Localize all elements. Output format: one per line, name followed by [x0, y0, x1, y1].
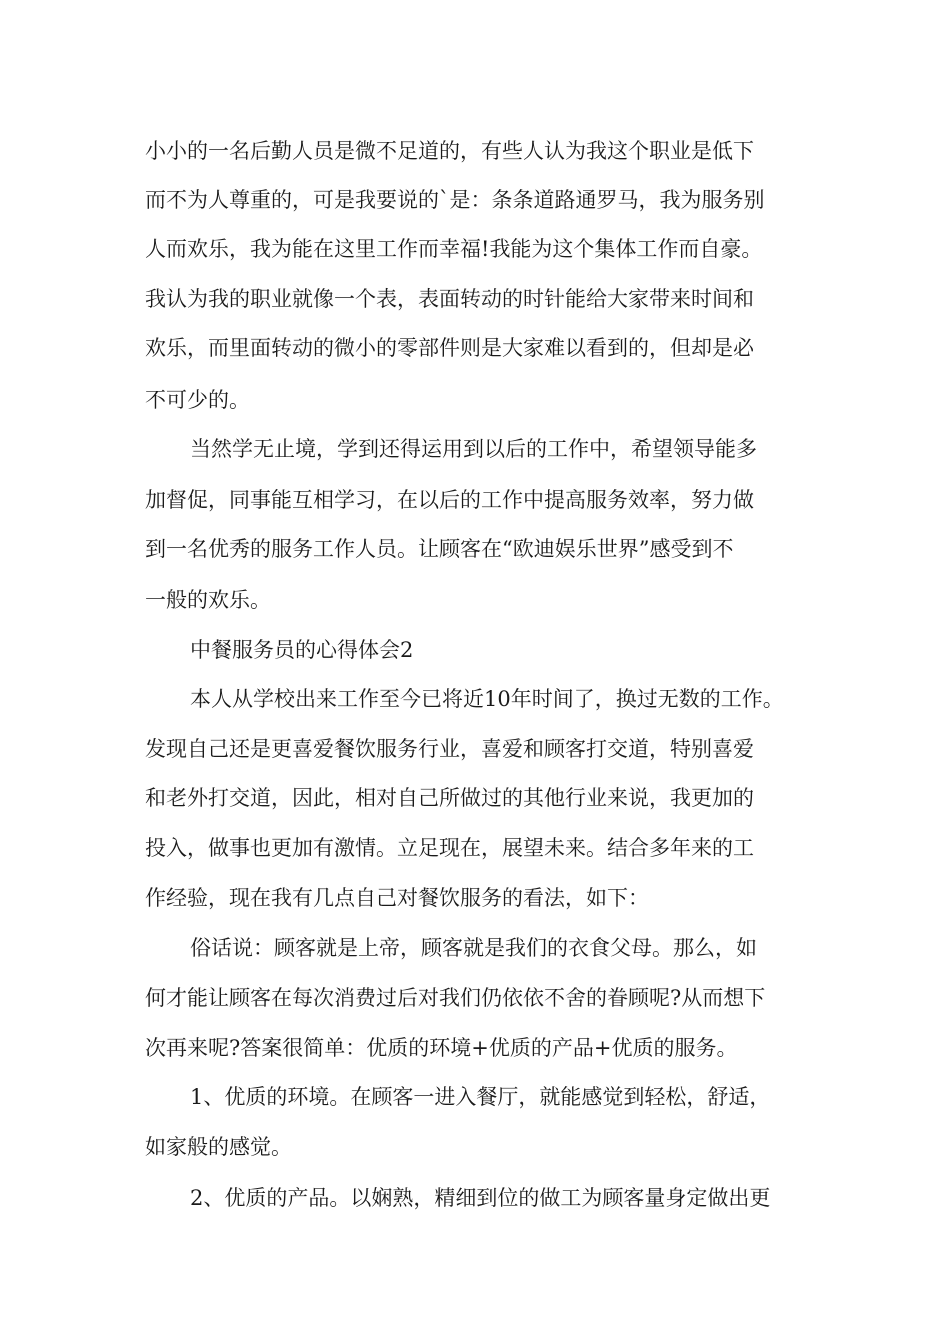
- text-line: 投入，做事也更加有激情。立足现在，展望未来。结合多年来的工: [145, 836, 754, 860]
- text-line: 发现自己还是更喜爱餐饮服务行业，喜爱和顾客打交道，特别喜爱: [145, 737, 754, 761]
- text-line: 欢乐，而里面转动的微小的零部件则是大家难以看到的，但却是必: [145, 336, 754, 360]
- paragraph-first-line: 本人从学校出来工作至今已将近10年时间了，换过无数的工作。: [190, 687, 784, 711]
- paragraph-first-line: 当然学无止境，学到还得运用到以后的工作中，希望领导能多: [190, 437, 757, 461]
- paragraph-first-line: 俗话说：顾客就是上帝，顾客就是我们的衣食父母。那么，如: [190, 936, 757, 960]
- text-line: 如家般的感觉。: [145, 1135, 292, 1159]
- text-line: 小小的一名后勤人员是微不足道的，有些人认为我这个职业是低下: [145, 139, 754, 163]
- text-line: 人而欢乐，我为能在这里工作而幸福!我能为这个集体工作而自豪。: [145, 237, 763, 261]
- text-line: 我认为我的职业就像一个表，表面转动的时针能给大家带来时间和: [145, 287, 754, 311]
- text-line: 到一名优秀的服务工作人员。让顾客在“欧迪娱乐世界”感受到不: [145, 537, 734, 561]
- text-line: 加督促，同事能互相学习，在以后的工作中提高服务效率，努力做: [145, 488, 754, 512]
- text-line: 何才能让顾客在每次消费过后对我们仍依依不舍的眷顾呢?从而想下: [145, 986, 766, 1010]
- text-line: 次再来呢?答案很简单：优质的环境+优质的产品+优质的服务。: [145, 1036, 738, 1060]
- text-line: 而不为人尊重的，可是我要说的`是：条条道路通罗马，我为服务别: [145, 188, 765, 212]
- text-line: 作经验，现在我有几点自己对餐饮服务的看法，如下：: [145, 886, 649, 910]
- section-heading: 中餐服务员的心得体会2: [190, 638, 414, 662]
- list-item-first-line: 2、优质的产品。以娴熟，精细到位的做工为顾客量身定做出更: [190, 1186, 771, 1210]
- text-line: 不可少的。: [145, 388, 250, 412]
- text-line: 和老外打交道，因此，相对自己所做过的其他行业来说，我更加的: [145, 786, 754, 810]
- text-line: 一般的欢乐。: [145, 588, 271, 612]
- list-item-first-line: 1、优质的环境。在顾客一进入餐厅，就能感觉到轻松，舒适，: [190, 1085, 771, 1109]
